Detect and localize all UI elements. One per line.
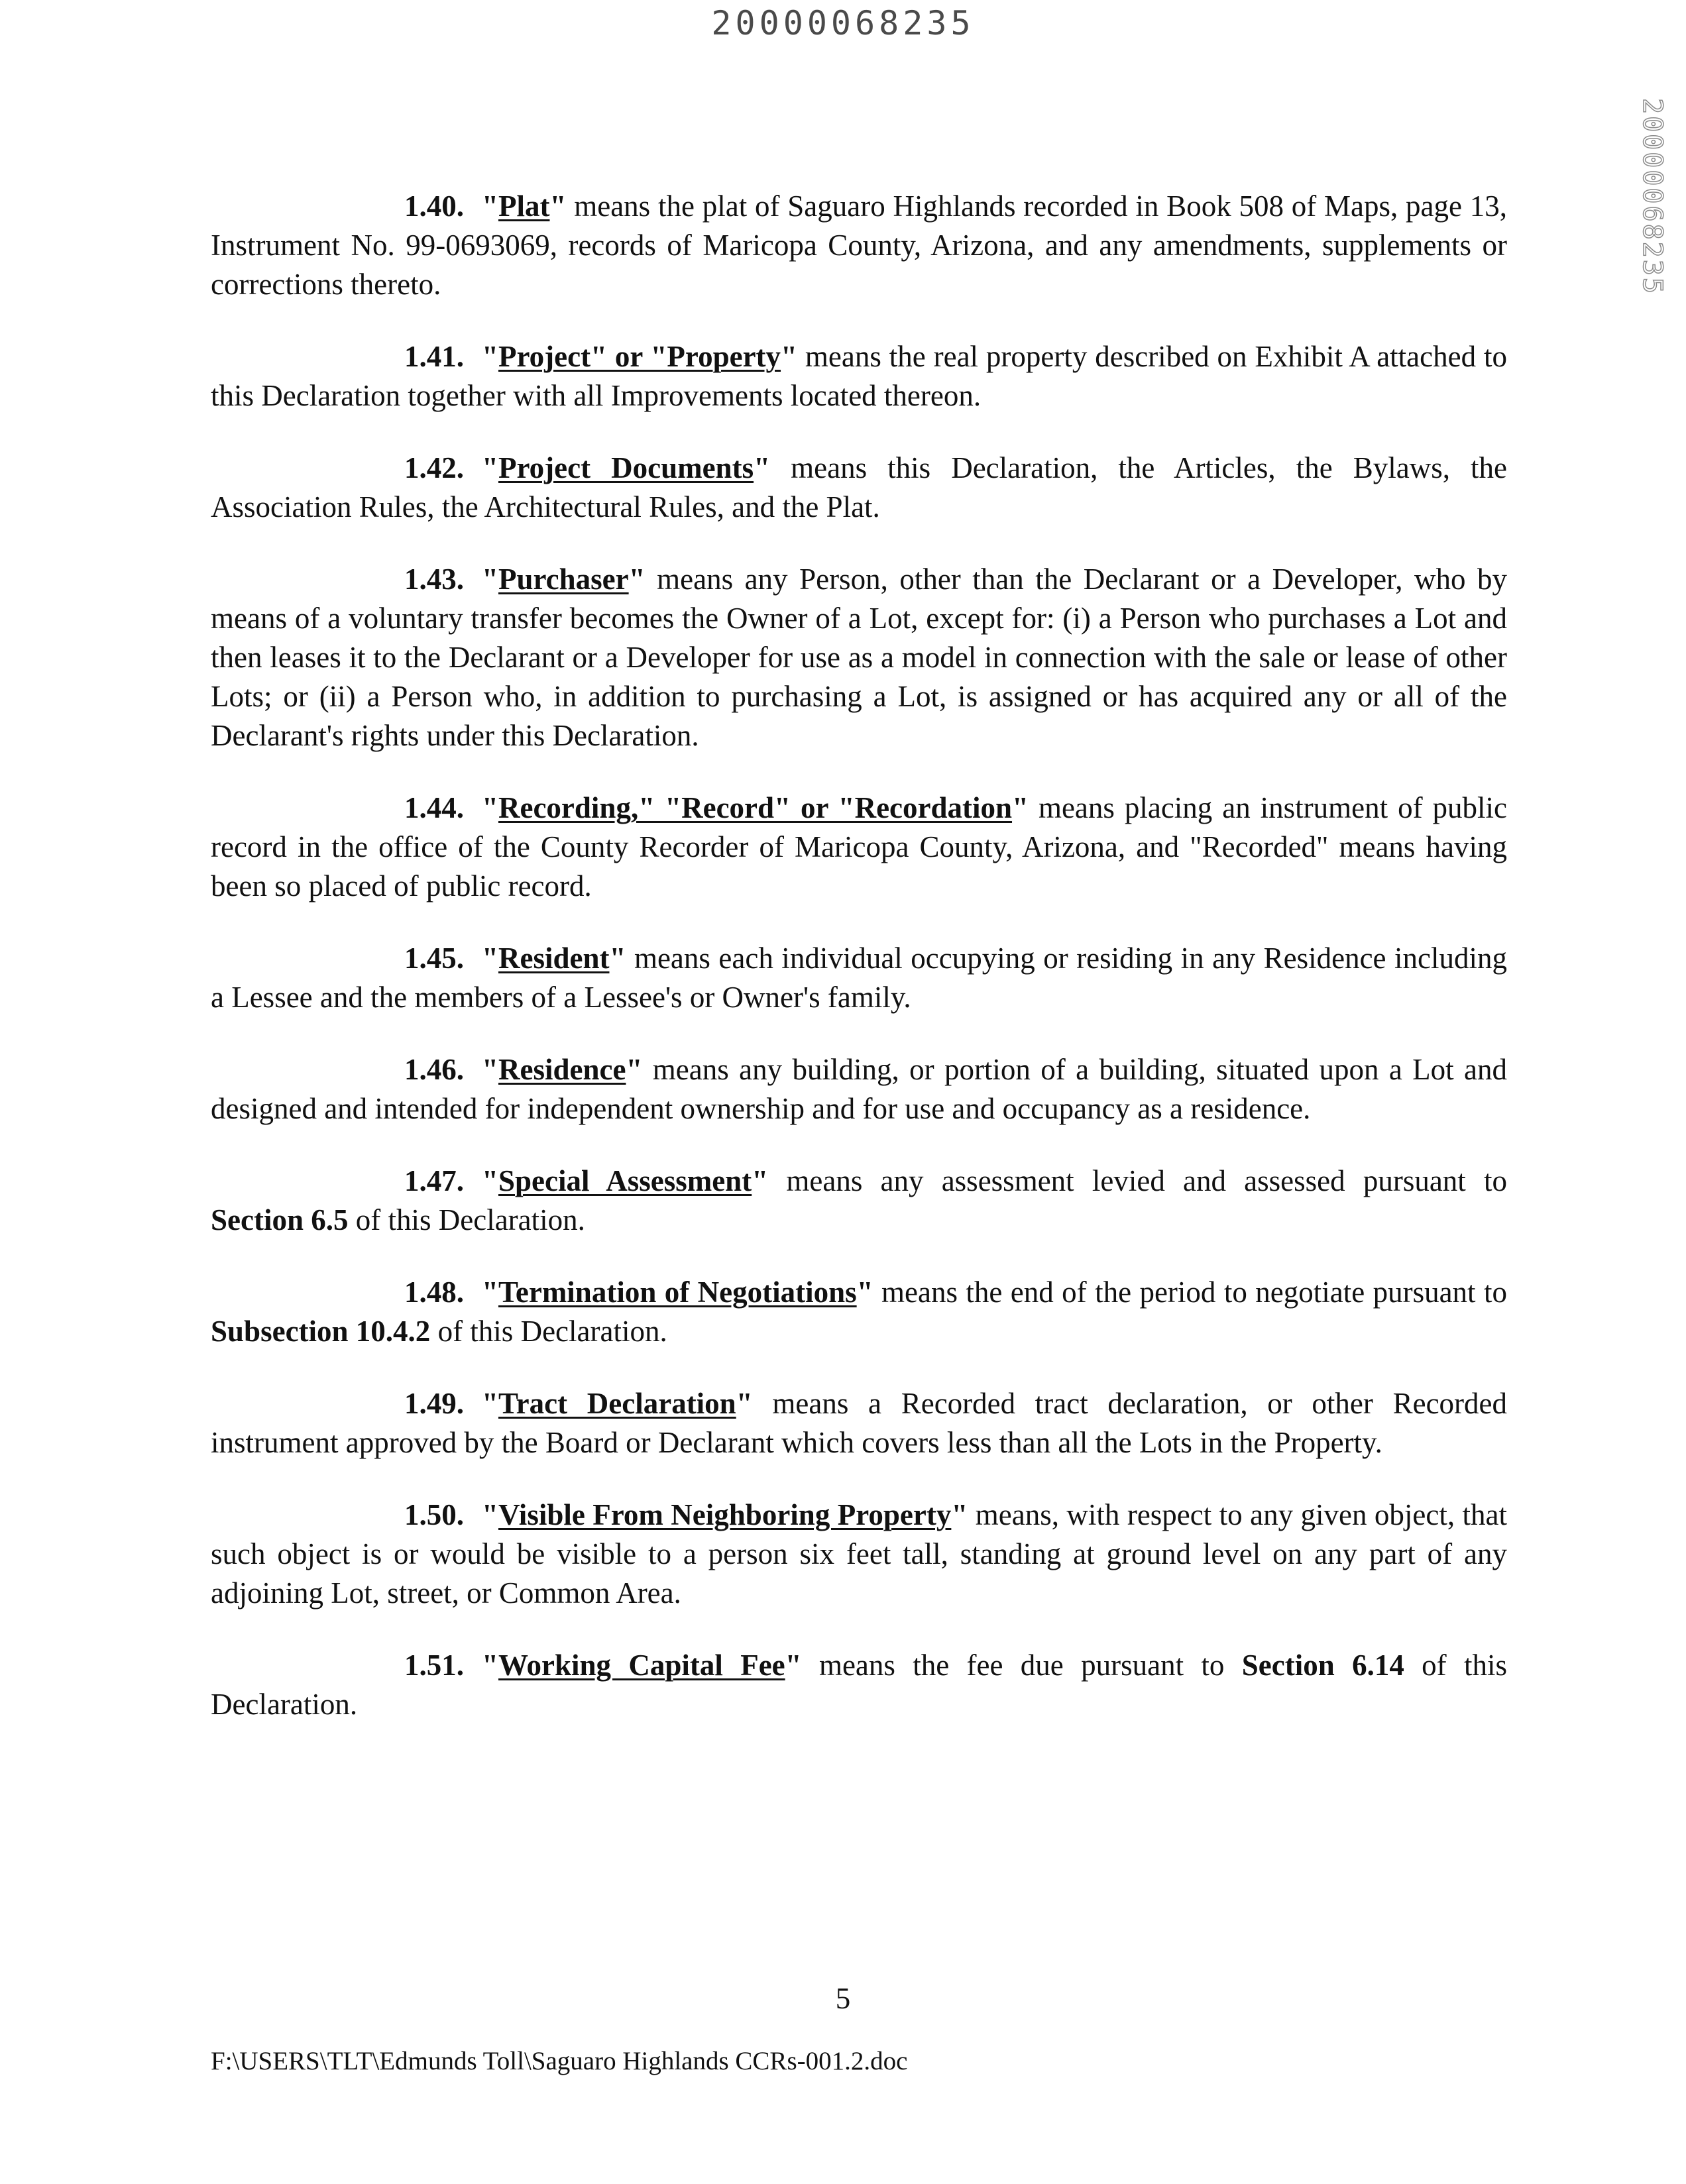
defined-term: "Resident" [482, 942, 626, 975]
defined-term-text: Recording," "Record" or "Recordation [498, 791, 1013, 824]
defined-term: "Residence" [482, 1053, 643, 1086]
definition-1-50 [211, 1496, 1507, 1613]
definition-1-48 [211, 1273, 1507, 1351]
definition-text: means any Person, other than the Declarant or a Developer, who by means of a voluntary transfer becomes the Owner of a Lot, except for: (i) a Person who purchases a Lot and then leases it to the Declarant or a Developer for use as a model in connection with the sale or lease of other Lots; or (ii) a Person who, in addition to purchasing a Lot, is assigned or has acquired any or all of the Declarant's rights under this Declaration. [211, 563, 1507, 752]
defined-term: "Purchaser" [482, 563, 646, 596]
defined-term-text: Project Documents [498, 451, 754, 484]
definition-number: 1.46. [404, 1053, 464, 1086]
definition-1-40 [211, 187, 1507, 304]
definition-1-47 [211, 1162, 1507, 1240]
definition-text: means each individual occupying or residing in any Residence including a Lessee and the members of a Lessee's or Owner's family. [211, 942, 1507, 1014]
defined-term: "Project Documents" [482, 451, 771, 484]
section-reference: Section 6.5 [211, 1203, 349, 1236]
definition-1-51 [211, 1646, 1507, 1724]
definition-text: means the end of the period to negotiate pursuant to [873, 1276, 1507, 1309]
side-stamp [1636, 98, 1667, 310]
defined-term: "Tract Declaration" [482, 1387, 753, 1420]
section-reference: Section 6.14 [1241, 1649, 1404, 1682]
definition-text: means, with respect to any given object, that such object is or would be visible to a person six feet tall, standing at ground level on any part of any adjoining Lot, street, or Common Area. [211, 1498, 1507, 1610]
defined-term: "Working Capital Fee" [482, 1649, 802, 1682]
definition-text: of this Declaration. [211, 1649, 1507, 1721]
defined-term-text: Termination of Negotiations [498, 1276, 857, 1309]
definition-text: means a Recorded tract declaration, or other Recorded instrument approved by the Board or Declarant which covers less than all the Lots in the Property. [211, 1387, 1507, 1459]
definition-number: 1.43. [404, 563, 464, 596]
definition-text: means this Declaration, the Articles, the Bylaws, the Association Rules, the Architectural Rules, and the Plat. [211, 451, 1507, 523]
document-number: 20000068235 [711, 4, 975, 42]
definition-1-46 [211, 1050, 1507, 1128]
definition-number: 1.45. [404, 942, 464, 975]
definition-text: means the real property described on Exhibit A attached to this Declaration together with all Improvements located thereon. [211, 340, 1507, 412]
defined-term-text: Purchaser [498, 563, 629, 596]
definition-1-49 [211, 1384, 1507, 1462]
definition-number: 1.49. [404, 1387, 464, 1420]
definition-text: means any assessment levied and assessed pursuant to [768, 1164, 1508, 1197]
definition-number: 1.47. [404, 1164, 464, 1197]
defined-term-text: Special Assessment [498, 1164, 752, 1197]
definition-number: 1.42. [404, 451, 464, 484]
defined-term-text: Tract Declaration [498, 1387, 736, 1420]
page-number: 5 [835, 1982, 851, 2015]
definition-1-45 [211, 939, 1507, 1017]
defined-term: "Termination of Negotiations" [482, 1276, 873, 1309]
definition-number: 1.48. [404, 1276, 464, 1309]
definitions-body [211, 187, 1507, 1757]
definition-number: 1.50. [404, 1498, 464, 1531]
definition-text: means placing an instrument of public record in the office of the County Recorder of Maricopa County, Arizona, and "Recorded" means having been so placed of public record. [211, 791, 1507, 902]
defined-term-text: Visible From Neighboring Property [498, 1498, 952, 1531]
defined-term-text: Working Capital Fee [498, 1649, 785, 1682]
defined-term-text: Project" or "Property [498, 340, 781, 373]
definition-number: 1.41. [404, 340, 464, 373]
defined-term-text: Plat [498, 190, 550, 223]
definition-1-41 [211, 337, 1507, 415]
definition-number: 1.51. [404, 1649, 464, 1682]
section-reference: Subsection 10.4.2 [211, 1315, 431, 1348]
definition-text: means the plat of Saguaro Highlands recorded in Book 508 of Maps, page 13, Instrument No. 99-0693069, records of Maricopa County, Arizona, and any amendments, supplements or corrections thereto. [211, 190, 1507, 301]
defined-term: "Project" or "Property" [482, 340, 798, 373]
file-path-footer: F:\USERS\TLT\Edmunds Toll\Saguaro Highlands CCRs-001.2.doc [211, 2047, 908, 2075]
defined-term-text: Residence [498, 1053, 626, 1086]
definition-1-42 [211, 449, 1507, 527]
definition-1-43 [211, 560, 1507, 755]
defined-term: "Special Assessment" [482, 1164, 769, 1197]
side-stamp-text: 20000068235 [1637, 98, 1667, 296]
definition-number: 1.44. [404, 791, 464, 824]
definition-1-44 [211, 789, 1507, 906]
definition-text: means any building, or portion of a building, situated upon a Lot and designed and intended for independent ownership and for use and occupancy as a residence. [211, 1053, 1507, 1125]
defined-term-text: Resident [498, 942, 610, 975]
definition-text: of this Declaration. [430, 1315, 667, 1348]
defined-term: "Recording," "Record" or "Recordation" [482, 791, 1029, 824]
definition-number: 1.40. [404, 190, 464, 223]
definition-text: of this Declaration. [348, 1203, 585, 1236]
defined-term: "Plat" [482, 190, 567, 223]
definition-text: means the fee due pursuant to [801, 1649, 1242, 1682]
defined-term: "Visible From Neighboring Property" [482, 1498, 968, 1531]
